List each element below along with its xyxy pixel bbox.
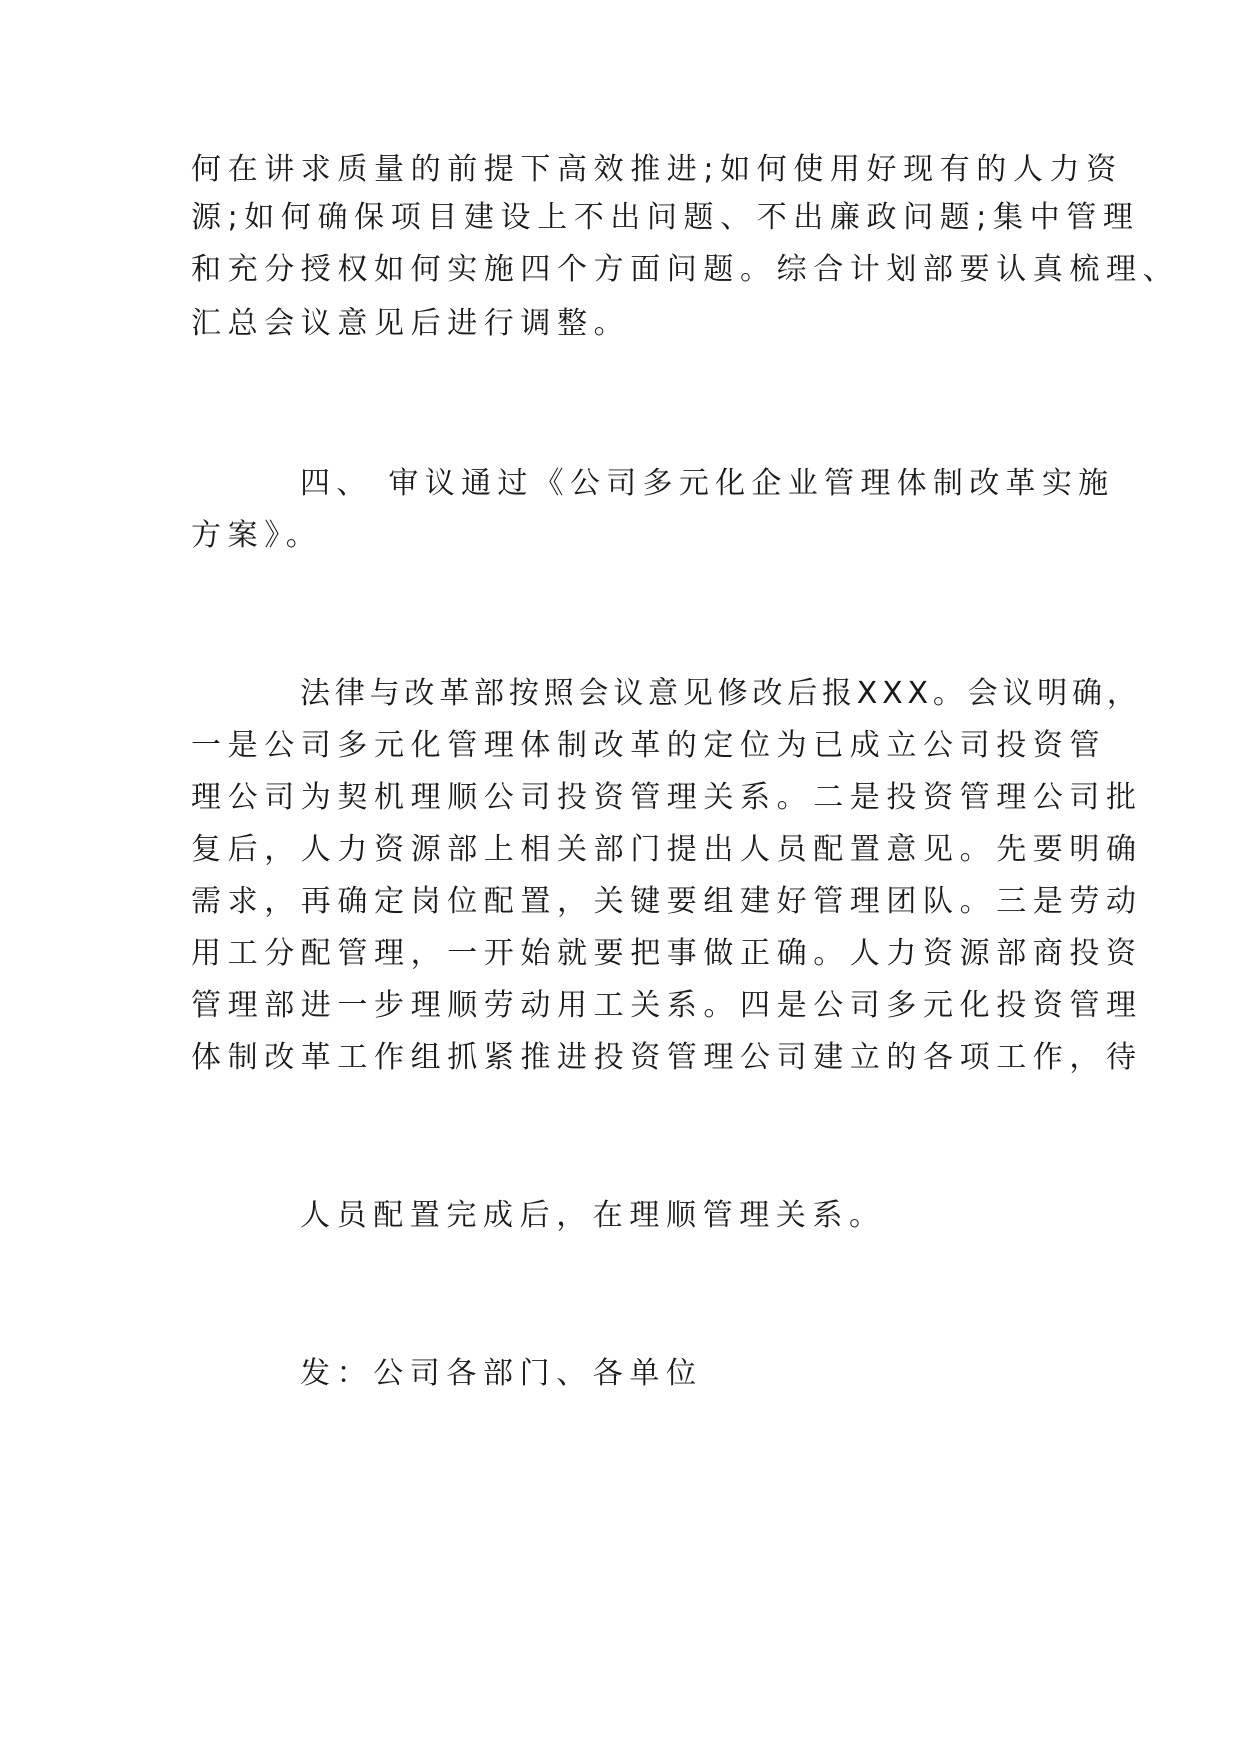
text-line: 方案》。 bbox=[191, 518, 323, 553]
text-line: 何在讲求质量的前提下高效推进;如何使用好现有的人力资 bbox=[191, 152, 1123, 187]
text-line: 人员配置完成后，在理顺管理关系。 bbox=[300, 1198, 886, 1233]
text-line: 源;如何确保项目建设上不出问题、不出廉政问题;集中管理 bbox=[191, 200, 1140, 235]
section-heading: 四、 审议通过《公司多元化企业管理体制改革实施 bbox=[300, 466, 1115, 501]
text-line: 法律与改革部按照会议意见修改后报XXX。会议明确， bbox=[300, 676, 1142, 711]
distribution-line: 发：公司各部门、各单位 bbox=[300, 1356, 703, 1391]
text-line: 管理部进一步理顺劳动用工关系。四是公司多元化投资管理 bbox=[191, 988, 1143, 1023]
text-line: 复后，人力资源部上相关部门提出人员配置意见。先要明确 bbox=[191, 832, 1143, 867]
text-line: 汇总会议意见后进行调整。 bbox=[191, 306, 631, 341]
text-line: 和充分授权如何实施四个方面问题。综合计划部要认真梳理、 bbox=[191, 252, 1180, 287]
text-line: 用工分配管理，一开始就要把事做正确。人力资源部商投资 bbox=[191, 936, 1143, 971]
text-line: 一是公司多元化管理体制改革的定位为已成立公司投资管 bbox=[191, 728, 1106, 763]
text-line: 体制改革工作组抓紧推进投资管理公司建立的各项工作，待 bbox=[191, 1040, 1143, 1075]
text-line: 理公司为契机理顺公司投资管理关系。二是投资管理公司批 bbox=[191, 780, 1143, 815]
text-line: 需求，再确定岗位配置，关键要组建好管理团队。三是劳动 bbox=[191, 884, 1143, 919]
